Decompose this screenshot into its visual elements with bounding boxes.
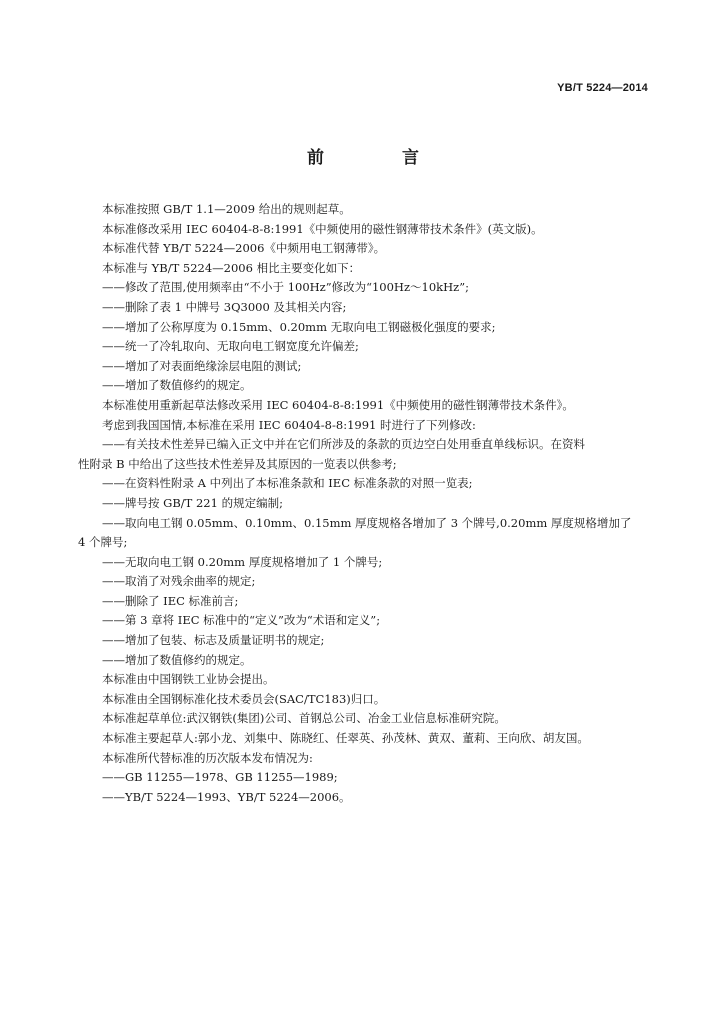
text-line: ——增加了数值修约的规定。 (102, 378, 252, 393)
text-line: 4 个牌号; (78, 535, 128, 550)
standard-code: YB/T 5224—2014 (557, 82, 648, 94)
text-line: ——增加了包装、标志及质量证明书的规定; (102, 633, 325, 648)
text-line: 考虑到我国国情,本标准在采用 IEC 60404-8-8:1991 时进行了下列修改: (102, 417, 476, 432)
text-line: 本标准与 YB/T 5224—2006 相比主要变化如下： (102, 260, 361, 275)
text-line: ——在资料性附录 A 中列出了本标准条款和 IEC 标准条款的对照一览表; (102, 476, 473, 491)
text-line: ——修改了范围,使用频率由“不小于 100Hz”修改为“100Hz～10kHz”; (102, 280, 469, 295)
text-line: 本标准所代替标准的历次版本发布情况为: (102, 750, 313, 765)
text-line: ——GB 11255—1978、GB 11255—1989; (102, 770, 338, 785)
text-line: 本标准由全国钢标准化技术委员会(SAC/TC183)归口。 (102, 691, 386, 706)
text-line: ——YB/T 5224—1993、YB/T 5224—2006。 (102, 789, 351, 804)
text-line: 本标准按照 GB/T 1.1—2009 给出的规则起草。 (102, 202, 351, 216)
text-line: 本标准主要起草人:郭小龙、刘集中、陈晓红、任翠英、孙茂林、黄双、董莉、王向欣、胡友国。 (102, 731, 589, 746)
text-line: 本标准代替 YB/T 5224—2006《中频用电工钢薄带》。 (102, 241, 386, 256)
text-line: ——第 3 章将 IEC 标准中的“定义”改为“术语和定义”; (102, 613, 381, 628)
text-line: ——增加了对表面绝缘涂层电阻的测试; (102, 358, 302, 373)
text-line: 本标准修改采用 IEC 60404-8-8:1991《中频使用的磁性钢薄带技术条件》(英文版)。 (102, 221, 543, 236)
text-line: 本标准起草单位:武汉钢铁(集团)公司、首钢总公司、冶金工业信息标准研究院。 (102, 711, 506, 726)
text-line: ——取向电工钢 0.05mm、0.10mm、0.15mm 厚度规格各增加了 3 个牌号,0.20mm 厚度规格增加了 (102, 515, 632, 530)
text-line: ——无取向电工钢 0.20mm 厚度规格增加了 1 个牌号; (102, 554, 383, 569)
page-title: 前 言 (307, 148, 455, 168)
text-line: ——删除了 IEC 标准前言; (102, 593, 239, 608)
text-line: ——牌号按 GB/T 221 的规定编制; (102, 495, 283, 510)
text-line: ——增加了数值修约的规定。 (102, 652, 252, 667)
text-line: ——有关技术性差异已编入正文中并在它们所涉及的条款的页边空白处用垂直单线标识。在资料 (102, 437, 585, 452)
text-line: 本标准使用重新起草法修改采用 IEC 60404-8-8:1991《中频使用的磁性钢薄带技术条件》。 (102, 397, 574, 412)
text-line: ——统一了冷轧取向、无取向电工钢宽度允许偏差; (102, 339, 359, 354)
foreword-body (78, 200, 650, 807)
text-line: 性附录 B 中给出了这些技术性差异及其原因的一览表以供参考; (78, 456, 397, 471)
text-line: ——增加了公称厚度为 0.15mm、0.20mm 无取向电工钢磁极化强度的要求; (102, 319, 496, 334)
text-line: 本标准由中国钢铁工业协会提出。 (102, 672, 275, 687)
text-line: ——删除了表 1 中牌号 3Q3000 及其相关内容; (102, 299, 347, 314)
text-line: ——取消了对残余曲率的规定; (102, 574, 256, 589)
